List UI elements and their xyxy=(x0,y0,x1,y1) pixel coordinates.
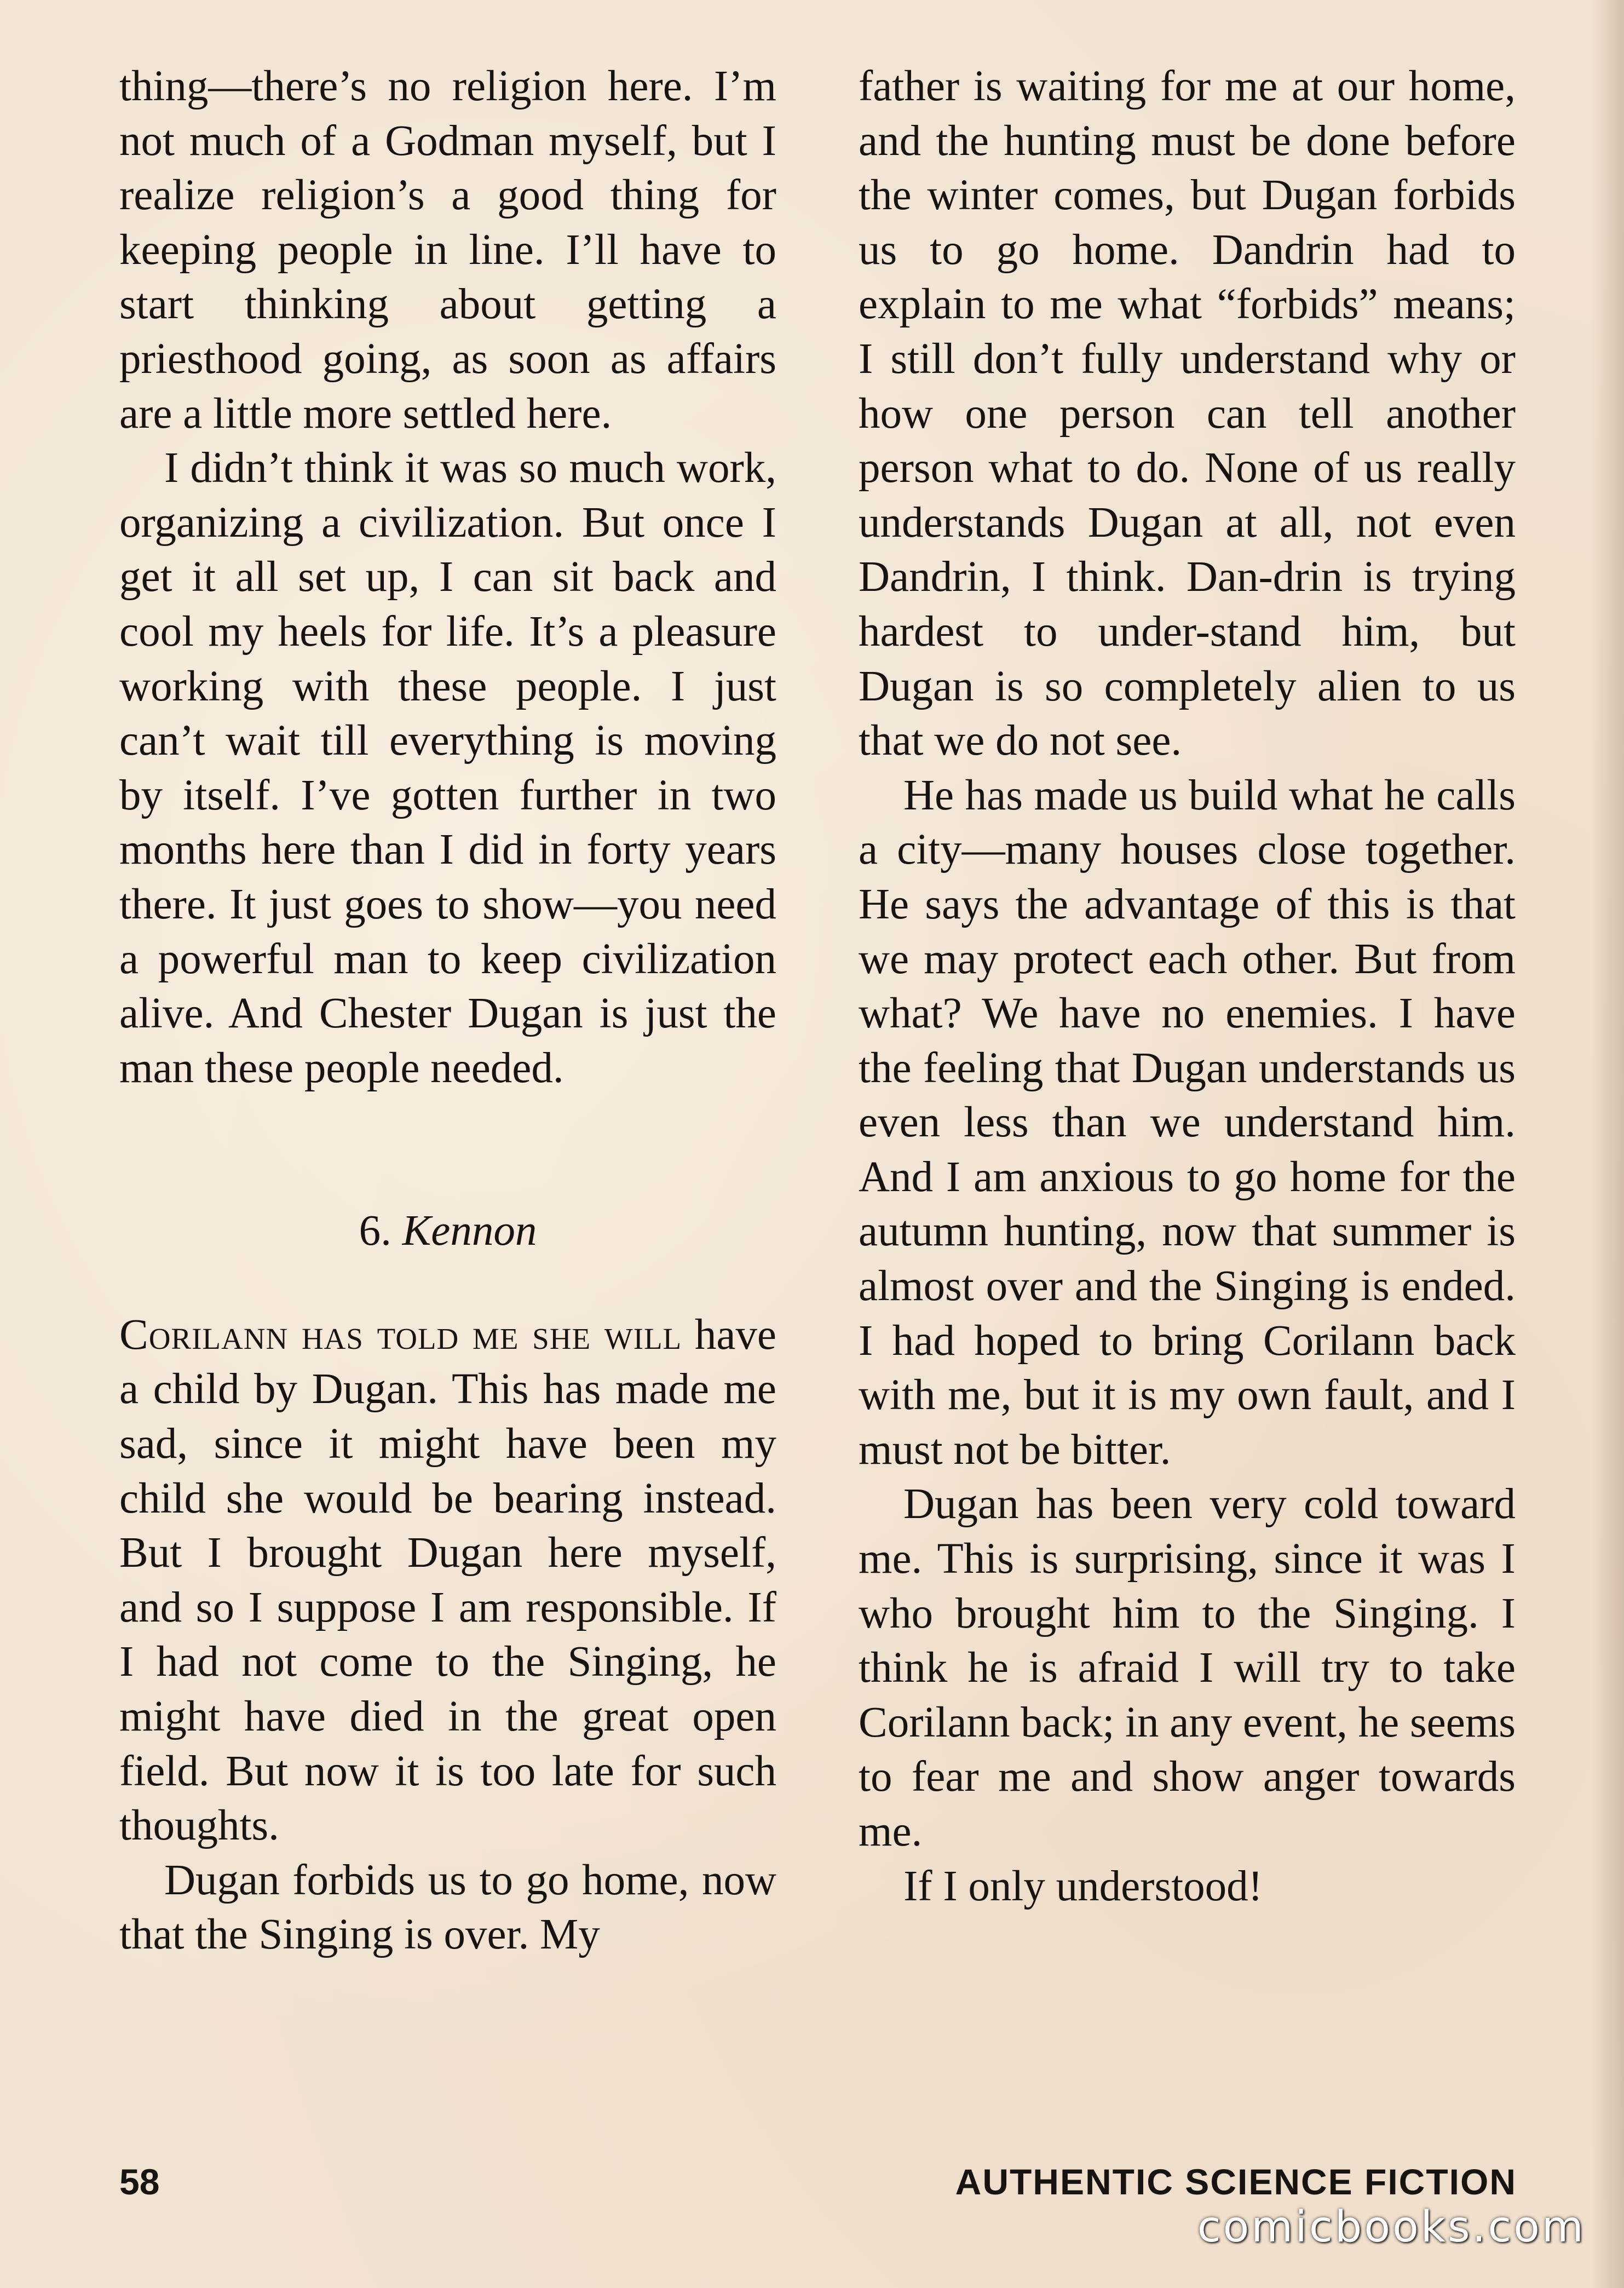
paragraph: Dugan forbids us to go home, now that the Singing is over. My xyxy=(119,1856,776,1959)
paragraph: Dugan has been very cold toward me. This is surprising, since it was I who brought him to the Singing. I think he is afraid I will try to take Corilann back; in any event, he seems to fear me and show anger towards me. xyxy=(859,1480,1516,1855)
paragraph: I didn’t think it was so much work, organizing a civilization. But once I get it all set up, I can sit back and cool my heels for life. It’s a pleasure working with these people. I just can’t wait till everything is moving by itself. I’ve gotten further in two months here than I did in forty years there. It just goes to show—you need a powerful man to keep civilization alive. And Chester Dugan is just the man these people needed. xyxy=(119,444,776,1092)
paragraph: father is waiting for me at our home, and the hunting must be done before the winter comes, but Dugan forbids us to go home. Dandrin had to explain to me what “forbids” means; I still don’t fully understand why or how one person can tell another person what to do. None of us really understands Dugan at all, not even Dandrin, I think. Dan-drin is trying hardest to under-stand him, but Dugan is so completely alien to us that we do not see. xyxy=(859,62,1516,765)
paragraph: thing—there’s no religion here. I’m not much of a Godman myself, but I realize religion’s a good thing for keeping people in line. I’ll have to start thinking about getting a priesthood going, as soon as affairs are a little more settled here. xyxy=(119,62,776,438)
opening-text: have a child by Dugan. This has made me sad, since it might have been my child she would be bearing instead. But I brought Dugan here myself, and so I suppose I am responsible. If I had not come to the Singing, he might have died in the great open field. But now it is too late for such thoughts. xyxy=(119,1310,776,1850)
paragraph: If I only understood! xyxy=(903,1862,1263,1910)
site-watermark: comicbooks.com xyxy=(1197,2203,1586,2252)
left-text-column xyxy=(119,59,776,1962)
page-number: 58 xyxy=(119,2161,160,2202)
section-heading xyxy=(119,1204,776,1258)
small-caps-lead-in: Corilann has told me she will xyxy=(119,1310,682,1359)
paragraph: He has made us build what he calls a city—many houses close together. He says the advantage of this is that we may protect each other. But from what? We have no enemies. I have the feeling that Dugan understands us even less than we understand him. And I am anxious to go home for the autumn hunting, now that summer is almost over and the Singing is ended. I had hoped to bring Corilann back with me, but it is my own fault, and I must not be bitter. xyxy=(859,771,1516,1474)
section-title: Kennon xyxy=(402,1207,537,1255)
running-footer-title: AUTHENTIC SCIENCE FICTION xyxy=(955,2161,1517,2202)
section-opening-paragraph xyxy=(119,1308,776,1853)
right-text-column xyxy=(859,59,1516,1913)
section-number: 6. xyxy=(359,1207,391,1255)
page-edge-shadow xyxy=(1591,0,1624,2288)
